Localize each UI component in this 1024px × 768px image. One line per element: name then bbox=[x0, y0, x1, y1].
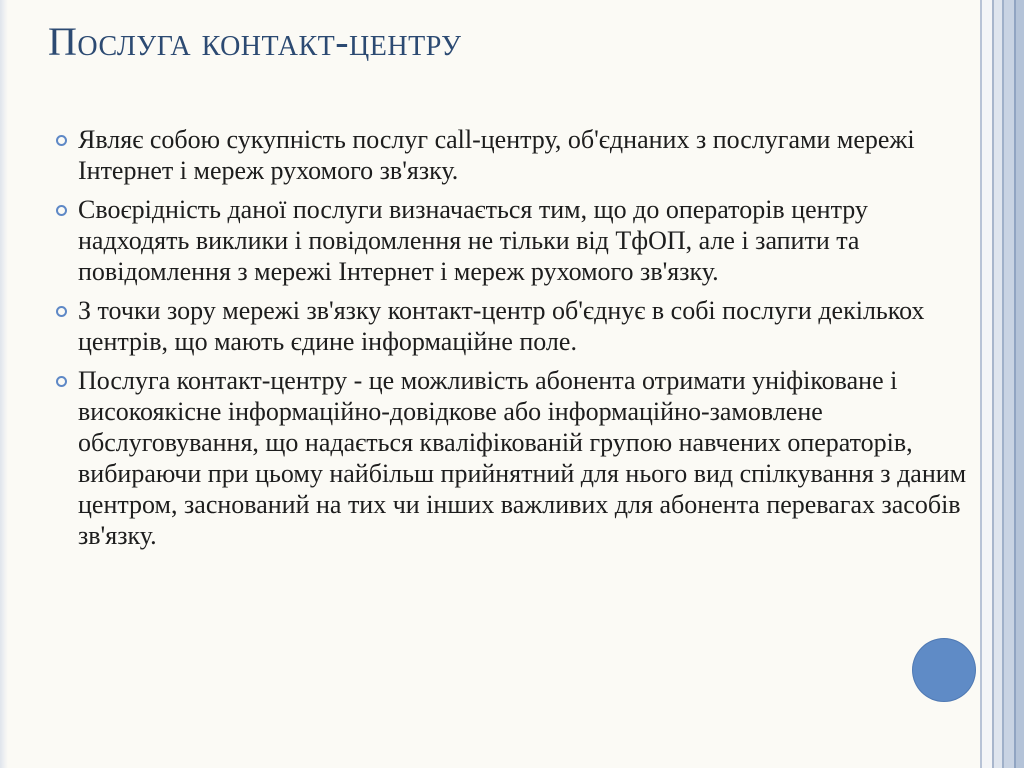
bullet-text: Послуга контакт-центру - це можливість абонента отримати уніфіковане і високоякісне інформаційно-довідкове або інформаційно-замовлене обслуговування, що надається кваліфікованій групою навчених операторів, вибираючи при цьому найбільш прийнятний для нього вид спілкування з даним центром, заснований на тих чи інших важливих для абонента перевагах засобів зв'язку. bbox=[78, 366, 967, 550]
bullet-marker-icon bbox=[56, 376, 67, 387]
right-stripes-decoration bbox=[980, 0, 1024, 768]
bullet-text: З точки зору мережі зв'язку контакт-центр об'єднує в собі послуги декількох центрів, що мають єдине інформаційне поле. bbox=[78, 296, 925, 356]
bullet-marker-icon bbox=[56, 306, 67, 317]
bullet-marker-icon bbox=[56, 205, 67, 216]
left-edge-decoration bbox=[0, 0, 8, 768]
bullet-text: Своєрідність даної послуги визначається тим, що до операторів центру надходять виклики і повідомлення не тільки від ТфОП, але і запити та повідомлення з мережі Інтернет і мереж рухомого зв'язку. bbox=[78, 195, 868, 286]
bullet-list bbox=[56, 124, 980, 559]
bullet-marker-icon bbox=[56, 135, 67, 146]
bullet-item bbox=[56, 194, 980, 287]
bullet-item bbox=[56, 295, 980, 357]
accent-circle-decoration bbox=[913, 639, 975, 701]
bullet-text: Являє собою сукупність послуг call-центру, об'єднаних з послугами мережі Інтернет і мереж рухомого зв'язку. bbox=[78, 125, 915, 185]
bullet-item bbox=[56, 124, 980, 186]
slide-title: Послуга контакт-центру bbox=[48, 19, 462, 64]
bullet-item bbox=[56, 365, 980, 551]
